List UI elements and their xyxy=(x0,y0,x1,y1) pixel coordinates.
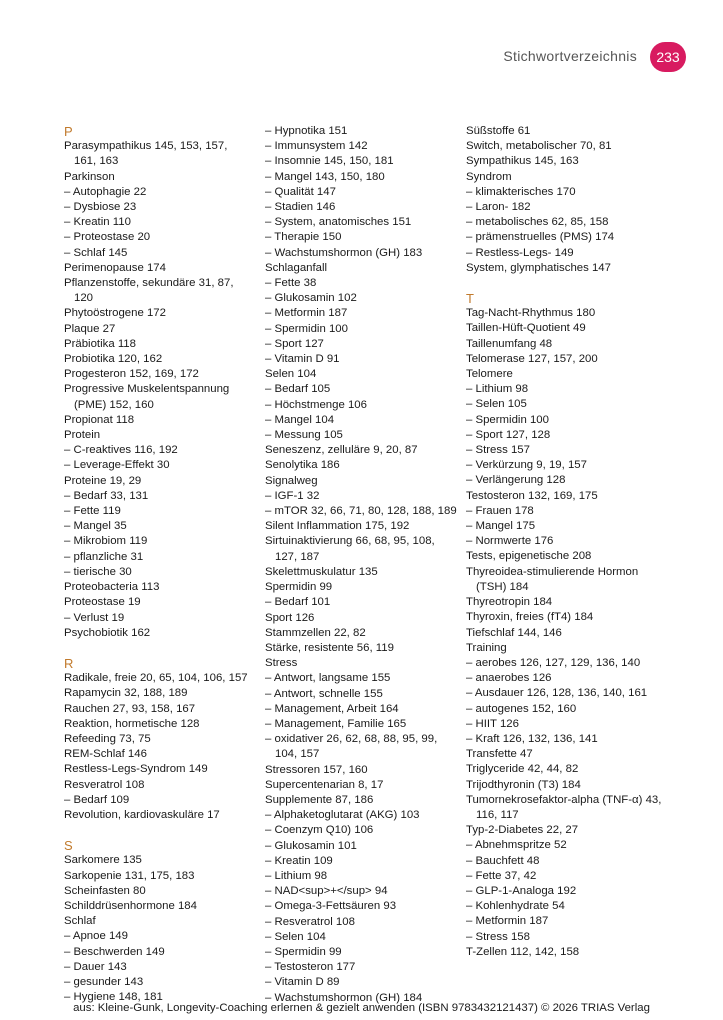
index-entry: Signalweg xyxy=(265,474,318,487)
index-entry: – C-reaktives 116, 192 xyxy=(64,444,178,457)
index-entry: Refeeding 73, 75 xyxy=(64,732,151,745)
index-entry: Thyreotropin 184 xyxy=(466,596,553,609)
running-header-title: Stichwortverzeichnis xyxy=(503,48,637,64)
index-entry: – Fette 37, 42 xyxy=(466,869,537,882)
index-entry: Thyroxin, freies (fT4) 184 xyxy=(466,611,594,624)
index-entry: – Sport 127, 128 xyxy=(466,428,551,441)
index-entry: – Mangel 35 xyxy=(64,520,127,533)
index-entry: – Immunsystem 142 xyxy=(265,140,368,153)
index-entry: Parasympathikus 145, 153, 157, 161, 163 xyxy=(64,140,228,168)
index-entry: Tag-Nacht-Rhythmus 180 xyxy=(466,307,596,320)
index-entry: Phytoöstrogene 172 xyxy=(64,307,166,320)
index-entry: – Bedarf 33, 131 xyxy=(64,489,149,502)
index-entry: – Lithium 98 xyxy=(265,869,328,882)
index-entry: – Verkürzung 9, 19, 157 xyxy=(466,459,587,472)
index-entry: Trijodthyronin (T3) 184 xyxy=(466,778,581,791)
index-entry: – Fette 38 xyxy=(265,277,317,290)
index-entry: – Mikrobiom 119 xyxy=(64,535,148,548)
index-entry: – Coenzym Q10) 106 xyxy=(265,824,374,837)
index-entry: Schilddrüsenhormone 184 xyxy=(64,899,197,912)
index-entry: – Wachstumshormon (GH) 184 xyxy=(265,991,423,1004)
index-entry: – Testosteron 177 xyxy=(265,961,356,974)
index-entry: Stress xyxy=(265,657,298,670)
index-entry: – Qualität 147 xyxy=(265,185,336,198)
index-entry: – Autophagie 22 xyxy=(64,185,147,198)
index-entry: System, glymphatisches 147 xyxy=(466,261,611,274)
index-entry: – Mangel 143, 150, 180 xyxy=(265,170,385,183)
index-entry: Präbiotika 118 xyxy=(64,337,136,350)
index-entry: – Glukosamin 101 xyxy=(265,839,357,852)
index-entry: – pflanzliche 31 xyxy=(64,550,144,563)
index-section-letter: P xyxy=(64,124,73,139)
index-entry: – Management, Arbeit 164 xyxy=(265,702,399,715)
index-entry: Spermidin 99 xyxy=(265,581,333,594)
index-entry: Skelettmuskulatur 135 xyxy=(265,565,378,578)
index-entry: – Leverage-Effekt 30 xyxy=(64,459,170,472)
index-entry: Tiefschlaf 144, 146 xyxy=(466,626,562,639)
index-entry: Reaktion, hormetische 128 xyxy=(64,717,200,730)
index-entry: Stammzellen 22, 82 xyxy=(265,626,366,639)
index-entry: Sarkopenie 131, 175, 183 xyxy=(64,869,195,882)
index-column-2 xyxy=(265,124,460,1006)
index-entry: – Antwort, schnelle 155 xyxy=(265,687,383,700)
index-entry: – Abnehmspritze 52 xyxy=(466,839,567,852)
index-entry: Progesteron 152, 169, 172 xyxy=(64,368,199,381)
index-section-letter: T xyxy=(466,291,474,307)
index-entry: Transfette 47 xyxy=(466,748,533,761)
page-number-badge: 233 xyxy=(650,42,686,72)
index-entry: Typ-2-Diabetes 22, 27 xyxy=(466,824,579,837)
index-entry: Sarkomere 135 xyxy=(64,854,142,867)
index-section-letter: S xyxy=(64,838,73,854)
footer-citation: aus: Kleine-Gunk, Longevity-Coaching erlernen & gezielt anwenden (ISBN 9783432121437) © 2026 TRIAS Verlag xyxy=(73,1002,650,1014)
index-entry: Plaque 27 xyxy=(64,322,116,335)
index-entry: – Metformin 187 xyxy=(265,307,348,320)
index-entry: T-Zellen 112, 142, 158 xyxy=(466,945,580,958)
index-entry: – Restless-Legs- 149 xyxy=(466,246,574,259)
index-entry: Resveratrol 108 xyxy=(64,778,145,791)
index-entry: – Kreatin 110 xyxy=(64,216,131,229)
index-entry: Stärke, resistente 56, 119 xyxy=(265,641,394,654)
index-entry: – System, anatomisches 151 xyxy=(265,216,412,229)
index-entry: Senolytika 186 xyxy=(265,459,340,472)
index-entry: – aerobes 126, 127, 129, 136, 140 xyxy=(466,656,641,669)
index-entry: Telomerase 127, 157, 200 xyxy=(466,352,598,365)
index-entry: Schlaganfall xyxy=(265,261,328,274)
index-entry: Schlaf xyxy=(64,915,96,928)
index-entry: – Messung 105 xyxy=(265,429,343,442)
index-entry: – Mangel 104 xyxy=(265,413,335,426)
index-entry: Thyreoidea-stimulierende Hormon (TSH) 184 xyxy=(466,565,639,593)
index-entry: – Selen 104 xyxy=(265,930,326,943)
index-entry: – Mangel 175 xyxy=(466,520,536,533)
index-entry: – Bauchfett 48 xyxy=(466,854,540,867)
index-section-letter: R xyxy=(64,655,74,671)
index-entry: Scheinfasten 80 xyxy=(64,884,146,897)
index-entry: – gesunder 143 xyxy=(64,975,144,988)
index-entry: – Resveratrol 108 xyxy=(265,915,355,928)
index-entry: – Spermidin 100 xyxy=(265,322,348,335)
index-entry: REM-Schlaf 146 xyxy=(64,748,147,761)
index-entry: – klimakterisches 170 xyxy=(466,185,576,198)
index-entry: – Alphaketoglutarat (AKG) 103 xyxy=(265,809,420,822)
index-entry: – anaerobes 126 xyxy=(466,672,552,685)
index-entry: – Proteostase 20 xyxy=(64,231,151,244)
index-entry: – metabolisches 62, 85, 158 xyxy=(466,216,609,229)
index-entry: Proteobacteria 113 xyxy=(64,581,160,594)
index-entry: – Stadien 146 xyxy=(265,201,336,214)
index-entry: – Apnoe 149 xyxy=(64,930,128,943)
index-entry: – Verlust 19 xyxy=(64,611,125,624)
index-entry: Switch, metabolischer 70, 81 xyxy=(466,140,612,153)
index-entry: – Selen 105 xyxy=(466,398,527,411)
index-entry: Silent Inflammation 175, 192 xyxy=(265,520,410,533)
index-entry: Testosteron 132, 169, 175 xyxy=(466,489,598,502)
index-entry: – Sport 127 xyxy=(265,337,324,350)
index-entry: – Hygiene 148, 181 xyxy=(64,991,163,1004)
index-entry: – Hypnotika 151 xyxy=(265,125,348,137)
index-entry: – Spermidin 99 xyxy=(265,945,342,958)
index-entry: Sport 126 xyxy=(265,611,315,624)
index-entry: Stressoren 157, 160 xyxy=(265,763,368,776)
index-entry: Telomere xyxy=(466,368,513,381)
index-entry: Training xyxy=(466,641,507,654)
index-entry: Probiotika 120, 162 xyxy=(64,353,163,366)
index-entry: Protein xyxy=(64,429,101,442)
index-entry: – Metformin 187 xyxy=(466,915,549,928)
index-entry: – Management, Familie 165 xyxy=(265,717,407,730)
index-entry: – Ausdauer 126, 128, 136, 140, 161 xyxy=(466,687,648,700)
index-entry: – Dauer 143 xyxy=(64,960,127,973)
index-entry: – Bedarf 109 xyxy=(64,793,130,806)
index-entry: Proteine 19, 29 xyxy=(64,474,142,487)
index-entry: – Frauen 178 xyxy=(466,504,534,517)
index-entry: Taillenumfang 48 xyxy=(466,337,553,350)
index-entry: Syndrom xyxy=(466,170,512,183)
index-entry: Parkinson xyxy=(64,170,115,183)
index-entry: – oxidativer 26, 62, 68, 88, 95, 99, 104, 157 xyxy=(265,733,438,761)
index-entry: – Bedarf 105 xyxy=(265,383,331,396)
index-entry: – Stress 157 xyxy=(466,444,530,457)
index-entry: Perimenopause 174 xyxy=(64,261,166,274)
index-entry: – Insomnie 145, 150, 181 xyxy=(265,155,394,168)
index-entry: – Omega-3-Fettsäuren 93 xyxy=(265,900,397,913)
index-entry: Seneszenz, zelluläre 9, 20, 87 xyxy=(265,444,418,457)
index-entry: – Vitamin D 89 xyxy=(265,976,340,989)
index-entry: Selen 104 xyxy=(265,368,317,381)
index-entry: Proteostase 19 xyxy=(64,596,141,609)
index-entry: Progressive Muskelentspannung (PME) 152, 160 xyxy=(64,383,230,411)
index-entry: – Glukosamin 102 xyxy=(265,292,357,305)
index-entry: – GLP-1-Analoga 192 xyxy=(466,884,577,897)
index-entry: – Vitamin D 91 xyxy=(265,353,340,366)
index-entry: – Dysbiose 23 xyxy=(64,201,137,214)
index-entry: Revolution, kardiovaskuläre 17 xyxy=(64,808,220,821)
index-entry: – Verlängerung 128 xyxy=(466,474,566,487)
index-entry: – Beschwerden 149 xyxy=(64,945,165,958)
index-entry: – tierische 30 xyxy=(64,565,132,578)
index-entry: Psychobiotik 162 xyxy=(64,626,151,639)
index-entry: Tumornekrosefaktor-alpha (TNF-α) 43, 116, 117 xyxy=(466,793,662,821)
index-entry: – mTOR 32, 66, 71, 80, 128, 188, 189 xyxy=(265,505,457,518)
index-entry: – Höchstmenge 106 xyxy=(265,398,367,411)
index-entry: – Stress 158 xyxy=(466,930,530,943)
index-entry: Triglyceride 42, 44, 82 xyxy=(466,763,579,776)
index-entry: – Kohlenhydrate 54 xyxy=(466,900,565,913)
index-entry: Süßstoffe 61 xyxy=(466,125,531,137)
index-entry: Rauchen 27, 93, 158, 167 xyxy=(64,702,196,715)
index-entry: – Schlaf 145 xyxy=(64,246,128,259)
index-entry: – Spermidin 100 xyxy=(466,413,549,426)
index-entry: Rapamycin 32, 188, 189 xyxy=(64,687,188,700)
index-entry: Radikale, freie 20, 65, 104, 106, 157 xyxy=(64,672,248,685)
index-entry: Supplemente 87, 186 xyxy=(265,793,374,806)
index-entry: – Fette 119 xyxy=(64,505,121,518)
index-entry: Sympathikus 145, 163 xyxy=(466,155,579,168)
index-entry: – Kraft 126, 132, 136, 141 xyxy=(466,732,598,745)
index-entry: Tests, epigenetische 208 xyxy=(466,550,592,563)
index-entry: – Antwort, langsame 155 xyxy=(265,672,391,685)
index-column-3 xyxy=(466,124,666,960)
index-entry: – Laron- 182 xyxy=(466,201,531,214)
index-entry: Propionat 118 xyxy=(64,413,135,426)
index-entry: – prämenstruelles (PMS) 174 xyxy=(466,231,615,244)
index-entry: – Therapie 150 xyxy=(265,231,342,244)
index-entry: – Lithium 98 xyxy=(466,383,529,396)
index-entry: – Normwerte 176 xyxy=(466,535,554,548)
index-entry: – autogenes 152, 160 xyxy=(466,702,577,715)
index-entry: – Wachstumshormon (GH) 183 xyxy=(265,246,423,259)
index-entry: Taillen-Hüft-Quotient 49 xyxy=(466,322,586,335)
index-entry: Sirtuinaktivierung 66, 68, 95, 108, 127, 187 xyxy=(265,535,435,563)
index-entry: – HIIT 126 xyxy=(466,717,519,730)
index-entry: Supercentenarian 8, 17 xyxy=(265,778,384,791)
index-entry: Restless-Legs-Syndrom 149 xyxy=(64,763,208,776)
index-entry: – Kreatin 109 xyxy=(265,854,333,867)
index-entry: Pflanzenstoffe, sekundäre 31, 87, 120 xyxy=(64,277,234,305)
index-entry: – NAD<sup>+</sup> 94 xyxy=(265,885,388,898)
index-entry: – Bedarf 101 xyxy=(265,596,331,609)
index-column-1 xyxy=(64,124,249,1005)
index-entry: – IGF-1 32 xyxy=(265,489,320,502)
